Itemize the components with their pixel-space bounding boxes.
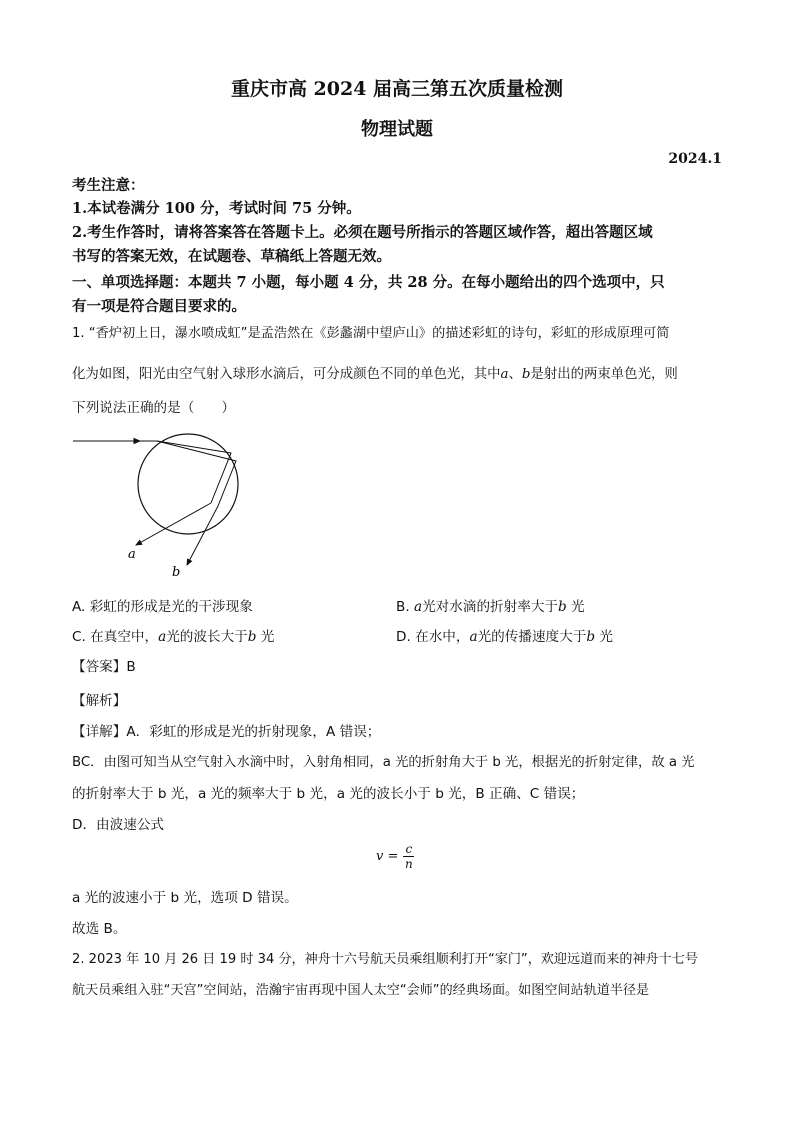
figure-label-a: a <box>128 547 136 562</box>
q1-option-c-prefix: C. 在真空中， <box>72 629 159 645</box>
q2-stem-line-2: 航天员乘组入驻“天宫”空间站，浩瀚宇宙再现中国人太空“会师”的经典场面。如图空间站轨道半径是 <box>72 983 650 998</box>
q1-option-b-var-b: b <box>558 599 567 615</box>
q1-option-d-var-b: b <box>586 629 596 645</box>
formula-denominator: n <box>404 857 413 871</box>
notice-heading: 考生注意： <box>72 177 145 194</box>
q1-option-b <box>396 595 585 615</box>
q1-analysis-label: 【解析】 <box>72 693 127 709</box>
notice-item-1: 1.本试卷满分 100 分，考试时间 75 分钟。 <box>72 200 361 217</box>
exam-title: 重庆市高 2024 届高三第五次质量检测 <box>230 78 564 100</box>
q1-stem-line-2-text-b: 是射出的两束单色光，则 <box>530 367 678 382</box>
q1-option-d-suffix: 光 <box>595 629 613 645</box>
q1-option-c <box>72 625 274 645</box>
q1-option-a: A. 彩虹的形成是光的干涉现象 <box>72 599 253 615</box>
q1-option-d-prefix: D. 在水中， <box>396 629 470 645</box>
q1-stem-line-2 <box>72 363 678 382</box>
q1-choose: 故选 B。 <box>72 921 127 937</box>
q1-option-c-var-b: b <box>247 629 257 645</box>
q1-answer: 【答案】B <box>72 659 136 675</box>
q1-option-c-var-a: a <box>158 629 167 645</box>
q2-stem-line-1: 2. 2023 年 10 月 26 日 19 时 34 分，神舟十六号航天员乘组顺利打开“家门”，欢迎远道而来的神舟十七号 <box>72 952 698 967</box>
q1-stem-line-1: 1. “香炉初上日，瀑水喷成虹”是孟浩然在《彭蠡湖中望庐山》的描述彩虹的诗句，彩虹的形成原理可简 <box>72 326 670 341</box>
section-1-heading-line-1: 一、单项选择题：本题共 7 小题，每小题 4 分，共 28 分。在每小题给出的四个选项中，只 <box>72 274 665 291</box>
notice-item-2-line-1: 2.考生作答时，请将答案答在答题卡上。必须在题号所指示的答题区域作答，超出答题区域 <box>72 224 653 241</box>
q1-option-b-text: 光对水滴的折射率大于 <box>422 599 559 615</box>
q1-option-c-text: 光的波长大于 <box>166 629 248 645</box>
ray-b-inside <box>157 441 236 506</box>
q1-option-d-var-a: a <box>469 629 478 645</box>
q1-option-b-var-a: a <box>413 599 423 615</box>
q1-var-a: a <box>500 367 509 382</box>
exam-date: 2024.1 <box>668 151 722 167</box>
q1-var-b: b <box>521 367 531 382</box>
figure-label-b: b <box>172 565 181 580</box>
ray-a-exit <box>136 503 211 545</box>
q1-option-b-prefix: B. <box>396 599 414 615</box>
q1-var-sep: 、 <box>508 367 522 382</box>
formula-lhs: v = <box>376 849 399 864</box>
notice-item-2-line-2: 书写的答案无效，在试题卷、草稿纸上答题无效。 <box>72 248 391 265</box>
section-1-heading-line-2: 有一项是符合题目要求的。 <box>72 298 246 315</box>
q1-formula <box>376 842 414 871</box>
ray-b-exit <box>187 506 218 565</box>
exam-subtitle: 物理试题 <box>361 119 433 140</box>
q1-option-b-suffix: 光 <box>566 599 585 615</box>
q1-detail-bc-line-1: BC．由图可知当从空气射入水滴中时，入射角相同，a 光的折射角大于 b 光，根据光的折射定律，故 a 光 <box>72 755 695 770</box>
q1-option-c-suffix: 光 <box>256 629 275 645</box>
formula-fraction <box>403 842 414 871</box>
q1-detail-a: 【详解】A．彩虹的形成是光的折射现象，A 错误； <box>72 724 381 740</box>
q1-stem-line-3: 下列说法正确的是（ ） <box>72 400 236 416</box>
q1-stem-line-2-text-a: 化为如图，阳光由空气射入球形水滴后，可分成颜色不同的单色光，其中 <box>72 367 501 382</box>
formula-numerator: c <box>405 842 413 856</box>
q1-raindrop-figure <box>70 425 260 585</box>
q1-option-d-text: 光的传播速度大于 <box>477 629 587 645</box>
q1-detail-d-conclusion: a 光的波速小于 b 光，选项 D 错误。 <box>72 890 298 906</box>
q1-detail-bc-line-2: 的折射率大于 b 光，a 光的频率大于 b 光，a 光的波长小于 b 光，B 正确、C 错误； <box>72 786 585 802</box>
q1-detail-d: D．由波速公式 <box>72 817 165 833</box>
q1-option-d <box>396 625 613 645</box>
